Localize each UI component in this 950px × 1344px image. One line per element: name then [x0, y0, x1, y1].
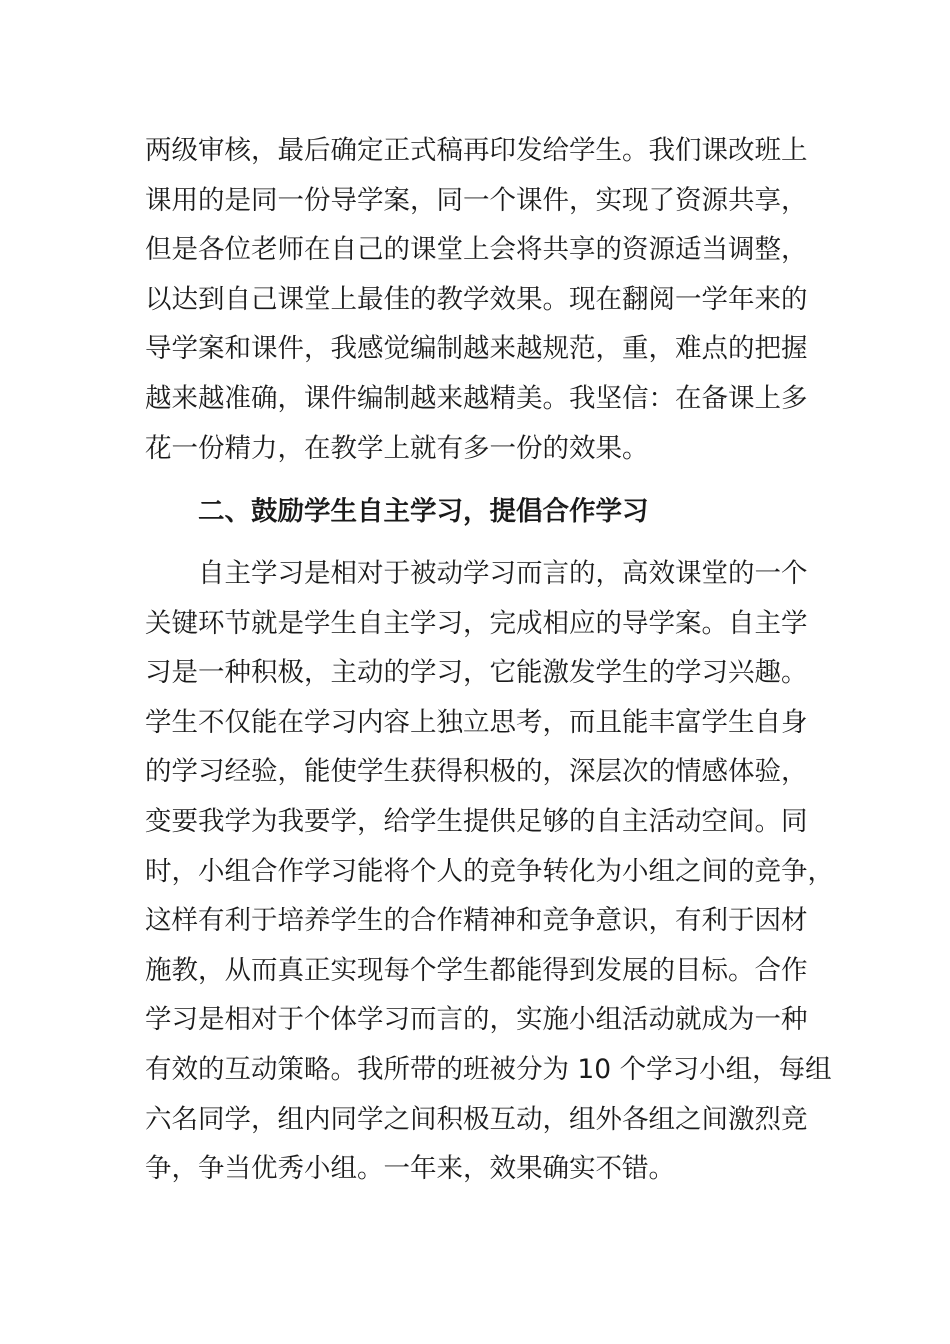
paragraph-2-line: 学习是相对于个体学习而言的，实施小组活动就成为一种 — [145, 1004, 808, 1036]
paragraph-2-line: 争，争当优秀小组。一年来，效果确实不错。 — [145, 1153, 675, 1185]
paragraph-1 — [145, 126, 808, 473]
paragraph-2-line: 有效的互动策略。我所带的班被分为 10 个学习小组，每组 — [145, 1053, 832, 1085]
paragraph-2-line: 施教，从而真正实现每个学生都能得到发展的目标。合作 — [145, 954, 808, 986]
paragraph-2 — [145, 549, 834, 1194]
paragraph-2-line: 时，小组合作学习能将个人的竞争转化为小组之间的竞争， — [145, 855, 834, 887]
paragraph-1-line: 越来越准确，课件编制越来越精美。我坚信：在备课上多 — [145, 382, 808, 414]
paragraph-2-line: 关键环节就是学生自主学习，完成相应的导学案。自主学 — [145, 607, 808, 639]
paragraph-1-line: 但是各位老师在自己的课堂上会将共享的资源适当调整， — [145, 234, 808, 266]
section-heading: 二、鼓励学生自主学习，提倡合作学习 — [198, 496, 649, 527]
paragraph-1-line: 导学案和课件，我感觉编制越来越规范，重，难点的把握 — [145, 333, 808, 365]
paragraph-2-line: 自主学习是相对于被动学习而言的，高效课堂的一个 — [198, 558, 808, 589]
paragraph-1-line: 以达到自己课堂上最佳的教学效果。现在翻阅一学年来的 — [145, 283, 808, 315]
paragraph-2-line: 习是一种积极，主动的学习，它能激发学生的学习兴趣。 — [145, 657, 808, 689]
paragraph-1-line: 两级审核，最后确定正式稿再印发给学生。我们课改班上 — [145, 135, 808, 166]
paragraph-2-line: 这样有利于培养学生的合作精神和竞争意识，有利于因材 — [145, 905, 808, 937]
paragraph-1-line: 花一份精力，在教学上就有多一份的效果。 — [145, 432, 649, 464]
paragraph-2-line: 变要我学为我要学，给学生提供足够的自主活动空间。同 — [145, 805, 808, 837]
paragraph-2-line: 的学习经验，能使学生获得积极的，深层次的情感体验， — [145, 756, 808, 788]
paragraph-2-line: 六名同学，组内同学之间积极互动，组外各组之间激烈竞 — [145, 1103, 808, 1135]
paragraph-1-line: 课用的是同一份导学案，同一个课件，实现了资源共享， — [145, 184, 808, 216]
paragraph-2-line: 学生不仅能在学习内容上独立思考，而且能丰富学生自身 — [145, 706, 808, 738]
